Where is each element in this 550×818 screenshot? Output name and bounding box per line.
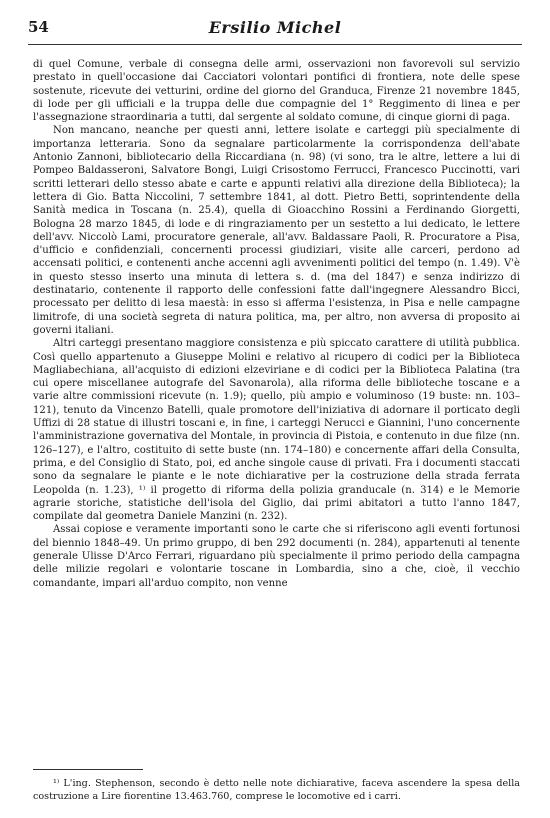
footnote: ¹⁾ L'ing. Stephenson, secondo è detto nelle note dichiarative, faceva ascendere la spesa della costruzione a Lire fiorentine 13.463.760, comprese le locomotive ed i carri. (33, 778, 520, 802)
footnote-rule (33, 769, 143, 770)
paragraph: Assai copiose e veramente importanti sono le carte che si riferiscono agli eventi fortunosi del biennio 1848–49. Un primo gruppo, di ben 292 documenti (n. 284), appartenuti al tenente generale Ulisse D'Arco Ferrari, riguardano più specialmente il primo periodo della campagna delle milizie regolari e volontarie toscane in Lombardia, sino a che, cioè, il vecchio comandante, impari all'arduo compito, non venne (33, 524, 520, 589)
body-text (33, 58, 520, 590)
paragraph-continued: di quel Comune, verbale di consegna delle armi, osservazioni non favorevoli sul servizio prestato in quell'occasione dai Cacciatori volontari pontifici di frontiera, note delle spese sostenute, ricevute dei vetturini, ordine del giorno del Granduca, Firenze 21 novembre 1845, di lode per gli ufficiali e la truppa delle due compagnie del 1° Reggimento di linea e per l'assegnazione straordinaria a tutti, dal sergente al soldato comune, di cinque giorni di paga. (33, 59, 520, 124)
page-number: 54 (28, 18, 49, 36)
running-head: Ersilio Michel (208, 18, 342, 37)
header-rule (28, 44, 522, 45)
paragraph: Non mancano, neanche per questi anni, lettere isolate e carteggi più specialmente di importanza letteraria. Sono da segnalare particolarmente la corrispondenza dell'abate Antonio Zannoni, bibliotecario della Riccardiana (n. 98) (vi sono, tra le altre, lettere a lui di Pompeo Baldasseroni, Salvatore Bongi, Luigi Crisostomo Ferrucci, Francesco Puccinotti, vari scritti letterari dello stesso abate e carte e appunti relativi alla direzione della Biblioteca); la lettera di Gio. Batta Niccolini, 7 settembre 1841, al dott. Pietro Betti, soprintendente della Sanità medica in Toscana (n. 25.4), quella di Gioacchino Rossini a Ferdinando Giorgetti, Bologna 28 marzo 1845, di lode e di ringraziamento per un sestetto a lui dedicato, le lettere dell'avv. Niccolò Lami, procuratore generale, all'avv. Baldassare Paoli, R. Procuratore a Pisa, d'ufficio e confidenziali, concernenti processi giudiziari, visite alle carceri, perdono ad accensati politici, e contenenti anche accenni agli avvenimenti politici del tempo (n. 1.49). V'è in questo stesso inserto una minuta di lettera s. d. (ma del 1847) e senza indirizzo di destinatario, contenente il rapporto delle confessioni fatte dall'ingegnere Alessandro Bicci, processato per delitto di lesa maestà: in esso si afferma l'esistenza, in Pisa e nelle campagne limitrofe, di una società segreta di natura politica, ma, per altro, non avversa di proposito ai governi italiani. (33, 125, 520, 336)
paragraph: Altri carteggi presentano maggiore consistenza e più spiccato carattere di utilità pubblica. Così quello appartenuto a Giuseppe Molini e relativo al ricupero di codici per la Biblioteca Magliabechiana, all'acquisto di edizioni elzeviriane e di codici per la Biblioteca Palatina (tra cui opere miscellanee autografe del Savonarola), alla riforma delle biblioteche toscane e a varie altre commissioni ricevute (n. 1.9); quello, più ampio e voluminoso (19 buste: nn. 103–121), tenuto da Vincenzo Batelli, quale promotore dell'iniziativa di adornare il porticato degli Uffizi di 28 statue di illustri toscani e, in fine, i carteggi Nerucci e Giannini, l'uno concernente l'amministrazione governativa del Montale, in provincia di Pistoia, e contenuto in due filze (nn. 126–127), e l'altro, costituito di sette buste (nn. 174–180) e concernente affari della Consulta, prima, e del Consiglio di Stato, poi, ed anche singole cause di privati. Fra i documenti staccati sono da segnalare le piante e le note dichiarative per la costruzione della strada ferrata Leopolda (n. 1.23), ¹⁾ il progetto di riforma della polizia granducale (n. 314) e le Memorie agrarie storiche, statistiche dell'isola del Giglio, dai primi abitatori a tutto l'anno 1847, compilate dal geometra Daniele Manzini (n. 232). (33, 338, 520, 523)
page-header (28, 18, 522, 40)
